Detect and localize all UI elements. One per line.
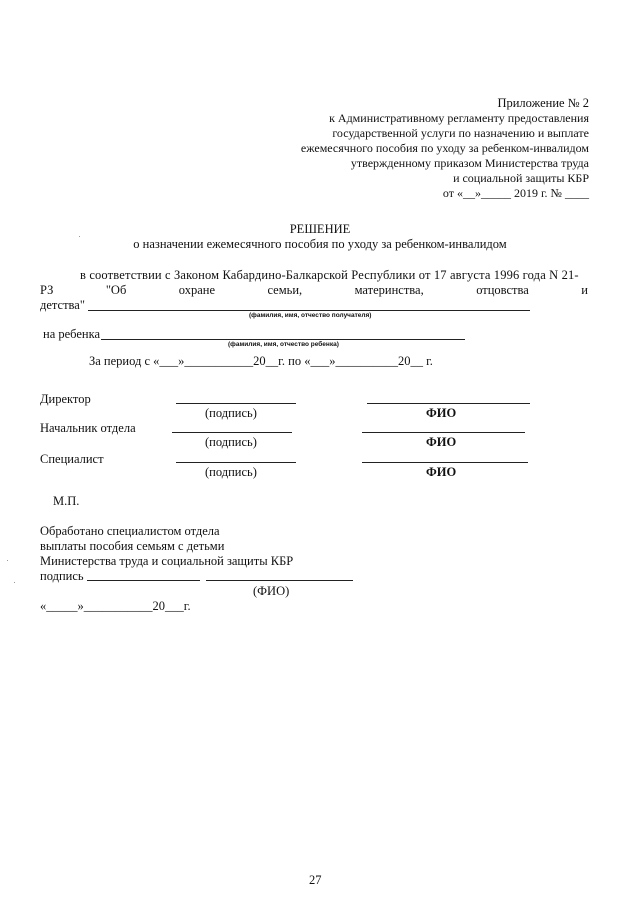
word-rz: РЗ (40, 283, 54, 297)
word-ob: "Об (105, 283, 127, 297)
child-label: на ребенка (43, 327, 101, 341)
processed-line-3: Министерства труда и социальной защиты КБР (40, 554, 294, 568)
word-i: и (581, 283, 588, 297)
scan-speck (79, 236, 80, 237)
document-subtitle: о назначении ежемесячного пособия по уходу за ребенком-инвалидом (133, 237, 507, 251)
appendix-line-6: и социальной защиты КБР (453, 171, 589, 185)
processed-sign-label: подпись (40, 569, 84, 583)
processed-line-2: выплаты пособия семьям с детьми (40, 539, 225, 553)
processed-fio-hint: (ФИО) (253, 584, 290, 598)
page-number: 27 (309, 873, 322, 887)
appendix-line-3: государственной услуги по назначению и выплате (332, 126, 589, 140)
word-okhrane: охране (178, 283, 216, 297)
appendix-line-7: от «__»_____ 2019 г. № ____ (442, 186, 589, 200)
appendix-line-1: Приложение № 2 (497, 96, 589, 110)
director-fio-hint: ФИО (426, 406, 457, 420)
specialist-sign-line[interactable] (176, 462, 296, 463)
director-sign-line[interactable] (176, 403, 296, 404)
director-label: Директор (40, 392, 91, 406)
processed-sign-line[interactable] (87, 580, 200, 581)
recipient-name-line[interactable] (88, 310, 530, 311)
processed-date: «_____»___________20___г. (40, 599, 191, 613)
director-fio-line[interactable] (367, 403, 530, 404)
stamp-label: М.П. (53, 494, 80, 508)
processed-fio-line[interactable] (206, 580, 353, 581)
specialist-sign-hint: (подпись) (205, 465, 257, 479)
paragraph-line-3: детства" (40, 298, 85, 312)
paragraph-line-1: в соответствии с Законом Кабардино-Балкарской Республики от 17 августа 1996 года N 21- (80, 268, 579, 282)
paragraph-line-2 (40, 283, 588, 298)
document-title: РЕШЕНИЕ (289, 222, 351, 236)
appendix-line-2: к Административному регламенту предоставления (329, 111, 589, 125)
specialist-fio-hint: ФИО (426, 465, 457, 479)
period-line: За период с «___»___________20__г. по «___»__________20__ г. (89, 354, 433, 368)
head-sign-hint: (подпись) (205, 435, 257, 449)
recipient-hint: (фамилия, имя, отчество получателя) (249, 312, 372, 319)
specialist-label: Специалист (40, 452, 104, 466)
head-sign-line[interactable] (172, 432, 292, 433)
director-sign-hint: (подпись) (205, 406, 257, 420)
child-hint: (фамилия, имя, отчество ребенка) (228, 341, 339, 348)
child-name-line[interactable] (101, 339, 465, 340)
head-fio-hint: ФИО (426, 435, 457, 449)
appendix-line-4: ежемесячного пособия по уходу за ребенком-инвалидом (300, 141, 589, 155)
scan-speck (7, 560, 8, 561)
appendix-line-5: утвержденному приказом Министерства труда (350, 156, 589, 170)
word-materinstva: материнства, (354, 283, 424, 297)
head-of-department-label: Начальник отдела (40, 421, 136, 435)
processed-line-1: Обработано специалистом отдела (40, 524, 220, 538)
word-ottsovstva: отцовства (476, 283, 529, 297)
scan-speck (14, 582, 15, 583)
head-fio-line[interactable] (362, 432, 525, 433)
word-semi: семьи, (267, 283, 303, 297)
specialist-fio-line[interactable] (362, 462, 528, 463)
